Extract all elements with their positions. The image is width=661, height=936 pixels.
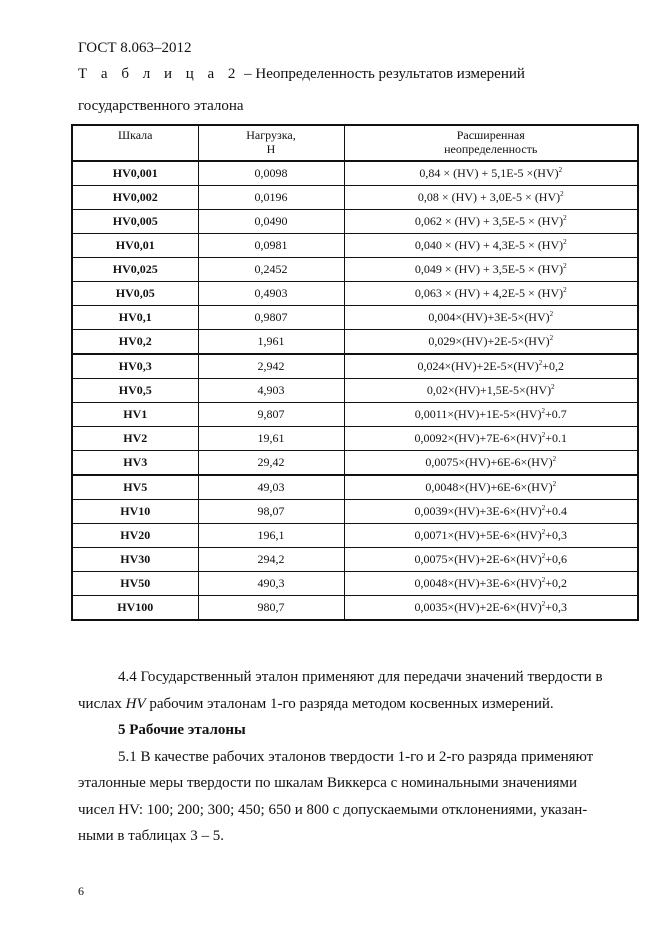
table-row [72, 354, 638, 379]
cell-scale: HV1 [72, 403, 198, 427]
cell-scale: HV30 [72, 548, 198, 572]
table-row [72, 548, 638, 572]
cell-scale: HV0,5 [72, 379, 198, 403]
cell-load: 1,961 [198, 330, 344, 355]
uncertainty-table [71, 124, 639, 621]
cell-scale: HV10 [72, 500, 198, 524]
table-caption-label: Т а б л и ц а 2 [78, 66, 241, 82]
header-uncertainty: Расширенная неопределенность [344, 125, 638, 161]
document-code: ГОСТ 8.063–2012 [78, 40, 192, 56]
cell-load: 0,0981 [198, 234, 344, 258]
table-row [72, 451, 638, 476]
cell-scale: HV0,2 [72, 330, 198, 355]
cell-scale: HV0,3 [72, 354, 198, 379]
cell-scale: HV20 [72, 524, 198, 548]
header-load: Нагрузка, Н [198, 125, 344, 161]
table-caption [78, 58, 613, 122]
cell-scale: HV5 [72, 475, 198, 500]
cell-uncertainty: 0,0075×(HV)+6E-6×(HV)$^2$ [344, 451, 638, 476]
table-row [72, 596, 638, 621]
cell-uncertainty: 0,84 × (HV) + 5,1E-5 ×(HV)$^2$ [344, 161, 638, 186]
table-row [72, 282, 638, 306]
cell-load: 0,0098 [198, 161, 344, 186]
cell-scale: HV0,025 [72, 258, 198, 282]
cell-load: 0,2452 [198, 258, 344, 282]
cell-load: 2,942 [198, 354, 344, 379]
table-row [72, 403, 638, 427]
cell-load: 294,2 [198, 548, 344, 572]
body-text [78, 664, 613, 850]
section-heading: 5 Рабочие эталоны [118, 722, 246, 738]
table-row [72, 500, 638, 524]
table-row [72, 258, 638, 282]
cell-uncertainty: 0,0048×(HV)+3E-6×(HV)$^2$+0,2 [344, 572, 638, 596]
table-row [72, 330, 638, 355]
cell-scale: HV50 [72, 572, 198, 596]
table-row [72, 572, 638, 596]
table-caption-text: – Неопределенность результатов измерений государственного эталона [78, 66, 525, 114]
table-row [72, 186, 638, 210]
cell-uncertainty: 0,0011×(HV)+1E-5×(HV)$^2$+0.7 [344, 403, 638, 427]
cell-scale: HV2 [72, 427, 198, 451]
cell-load: 980,7 [198, 596, 344, 621]
cell-uncertainty: 0,062 × (HV) + 3,5E-5 × (HV)$^2$ [344, 210, 638, 234]
cell-load: 49,03 [198, 475, 344, 500]
cell-load: 4,903 [198, 379, 344, 403]
table-row [72, 475, 638, 500]
cell-uncertainty: 0,08 × (HV) + 3,0E-5 × (HV)$^2$ [344, 186, 638, 210]
cell-load: 19,61 [198, 427, 344, 451]
cell-uncertainty: 0,02×(HV)+1,5E-5×(HV)$^2$ [344, 379, 638, 403]
cell-uncertainty: 0,004×(HV)+3E-5×(HV)$^2$ [344, 306, 638, 330]
cell-uncertainty: 0,063 × (HV) + 4,2E-5 × (HV)$^2$ [344, 282, 638, 306]
cell-load: 196,1 [198, 524, 344, 548]
paragraph-5-1: 5.1 В качестве рабочих эталонов твердости 1-го и 2-го разряда применяют эталонные меры твердости по шкалам Виккерса с номинальными значениями чисел HV: 100; 200; 300; 450; 650 и 800 с допускаемыми отклонениями, указан-ными в таблицах 3 – 5. [78, 748, 594, 844]
table-row [72, 161, 638, 186]
header-scale: Шкала [72, 125, 198, 161]
table-row [72, 234, 638, 258]
paragraph-4-4: 4.4 Государственный эталон применяют для передачи значений твердости в числах HV рабочим эталонам 1-го разряда методом косвенных измерений. [78, 669, 603, 712]
table-row [72, 379, 638, 403]
table-header-row [72, 125, 638, 161]
cell-uncertainty: 0,0071×(HV)+5E-6×(HV)$^2$+0,3 [344, 524, 638, 548]
cell-uncertainty: 0,029×(HV)+2E-5×(HV)$^2$ [344, 330, 638, 355]
table-row [72, 210, 638, 234]
cell-uncertainty: 0,0075×(HV)+2E-6×(HV)$^2$+0,6 [344, 548, 638, 572]
cell-scale: HV0,1 [72, 306, 198, 330]
cell-uncertainty: 0,0039×(HV)+3E-6×(HV)$^2$+0.4 [344, 500, 638, 524]
cell-load: 0,0490 [198, 210, 344, 234]
cell-load: 0,9807 [198, 306, 344, 330]
cell-uncertainty: 0,024×(HV)+2E-5×(HV)$^2$+0,2 [344, 354, 638, 379]
cell-load: 0,0196 [198, 186, 344, 210]
cell-uncertainty: 0,0035×(HV)+2E-6×(HV)$^2$+0,3 [344, 596, 638, 621]
cell-load: 490,3 [198, 572, 344, 596]
cell-scale: HV0,005 [72, 210, 198, 234]
cell-uncertainty: 0,0048×(HV)+6E-6×(HV)$^2$ [344, 475, 638, 500]
cell-scale: HV0,002 [72, 186, 198, 210]
cell-scale: HV0,01 [72, 234, 198, 258]
cell-uncertainty: 0,0092×(HV)+7E-6×(HV)$^2$+0.1 [344, 427, 638, 451]
cell-load: 9,807 [198, 403, 344, 427]
cell-scale: HV3 [72, 451, 198, 476]
cell-load: 29,42 [198, 451, 344, 476]
cell-scale: HV0,001 [72, 161, 198, 186]
cell-scale: HV0,05 [72, 282, 198, 306]
cell-load: 98,07 [198, 500, 344, 524]
table-row [72, 427, 638, 451]
cell-load: 0,4903 [198, 282, 344, 306]
page-number: 6 [78, 884, 84, 898]
cell-scale: HV100 [72, 596, 198, 621]
table-row [72, 306, 638, 330]
cell-uncertainty: 0,049 × (HV) + 3,5E-5 × (HV)$^2$ [344, 258, 638, 282]
table-row [72, 524, 638, 548]
cell-uncertainty: 0,040 × (HV) + 4,3E-5 × (HV)$^2$ [344, 234, 638, 258]
